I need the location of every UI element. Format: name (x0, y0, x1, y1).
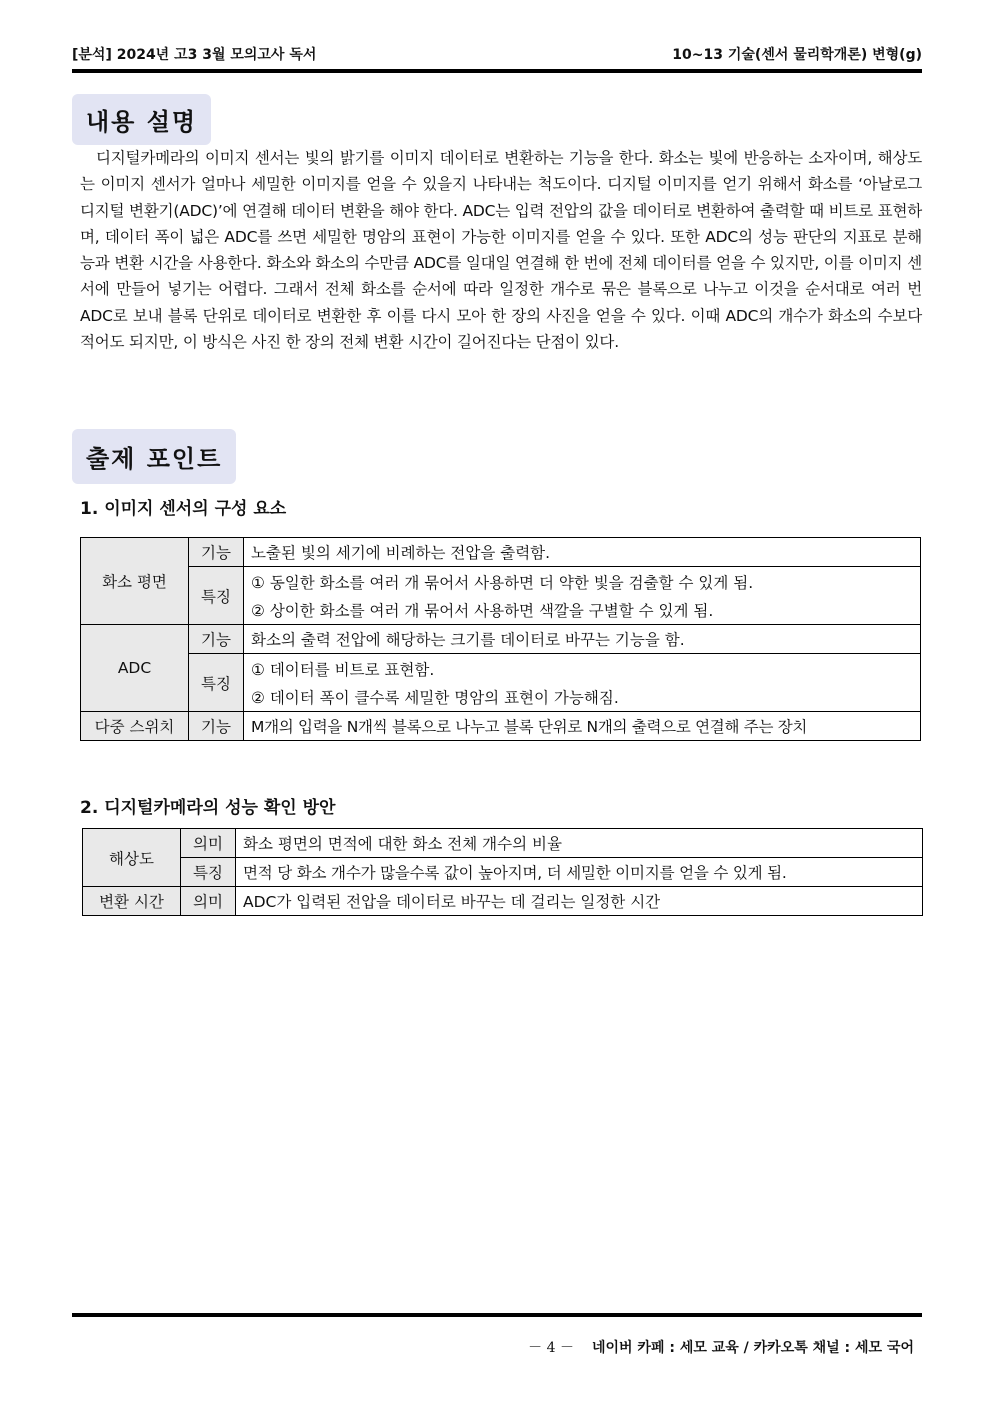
adc-feat-1: ① 데이터를 비트로 표현함. (244, 654, 921, 684)
resolution-feat: 면적 당 화소 개수가 많을수록 값이 높아지며, 더 세밀한 이미지를 얻을 수 있게 됨. (236, 858, 923, 887)
adc-feat-label: 특징 (189, 654, 244, 712)
pixel-plane-feat-1: ① 동일한 화소를 여러 개 묶어서 사용하면 더 약한 빛을 검출할 수 있게 됨. (244, 567, 921, 597)
conversion-time-meaning-label: 의미 (181, 887, 236, 916)
subheading-performance: 2. 디지털카메라의 성능 확인 방안 (80, 798, 336, 818)
header-left: [분석] 2024년 고3 3월 모의고사 독서 (72, 47, 317, 63)
pixel-plane-label: 화소 평면 (81, 538, 189, 625)
conversion-time-meaning: ADC가 입력된 전압을 데이터로 바꾸는 데 걸리는 일정한 시간 (236, 887, 923, 916)
content-paragraph: 디지털카메라의 이미지 센서는 빛의 밝기를 이미지 데이터로 변환하는 기능을 한다. 화소는 빛에 반응하는 소자이며, 해상도는 이미지 센서가 얼마나 세밀한 이미지를 얻을 수 있을지 나타내는 척도이다. 디지털 이미지를 얻기 위해서 화소를 ‘아날로그 디지털 변환기(ADC)’에 연결해 데이터 변환을 해야 한다. ADC는 입력 전압의 값을 데이터로 변환하여 출력할 때 비트로 표현하며, 데이터 폭이 넓은 ADC를 쓰면 세밀한 명암의 표현이 가능한 이미지를 얻을 수 있다. 또한 ADC의 성능 판단의 지표로 분해능과 변환 시간을 사용한다. 화소와 화소의 수만큼 ADC를 일대일 연결해 한 번에 전체 데이터를 얻을 수 있지만, 이를 이미지 센서에 만들어 넣기는 어렵다. 그래서 전체 화소를 순서에 따라 일정한 개수로 묶은 블록으로 나누고 이것을 순서대로 여러 번 ADC로 보내 블록 단위로 데이터로 변환한 후 이를 다시 모아 한 장의 사진을 얻을 수 있다. 이때 ADC의 개수가 화소의 수보다 적어도 되지만, 이 방식은 사진 한 장의 전체 변환 시간이 길어진다는 단점이 있다. (80, 149, 922, 352)
performance-table (82, 828, 923, 916)
adc-func: 화소의 출력 전압에 해당하는 크기를 데이터로 바꾸는 기능을 함. (244, 625, 921, 654)
pixel-plane-feat-2: ② 상이한 화소를 여러 개 묶어서 사용하면 색깔을 구별할 수 있게 됨. (244, 596, 921, 625)
section-title-content: 내용 설명 (72, 94, 211, 145)
mux-label: 다중 스위치 (81, 712, 189, 741)
resolution-label: 해상도 (83, 829, 181, 887)
pixel-plane-func: 노출된 빛의 세기에 비례하는 전압을 출력함. (244, 538, 921, 567)
mux-func: M개의 입력을 N개씩 블록으로 나누고 블록 단위로 N개의 출력으로 연결해 주는 장치 (244, 712, 921, 741)
adc-func-label: 기능 (189, 625, 244, 654)
page-footer (528, 1337, 914, 1357)
adc-label: ADC (81, 625, 189, 712)
footer-text: 네이버 카페 : 세모 교육 / 카카오톡 채널 : 세모 국어 (591, 1340, 914, 1356)
page-header (72, 44, 922, 64)
adc-feat-2: ② 데이터 폭이 클수록 세밀한 명암의 표현이 가능해짐. (244, 683, 921, 712)
resolution-feat-label: 특징 (181, 858, 236, 887)
components-table (80, 537, 921, 741)
header-rule (72, 69, 922, 73)
resolution-meaning: 화소 평면의 면적에 대한 화소 전체 개수의 비율 (236, 829, 923, 858)
header-right: 10~13 기술(센서 물리학개론) 변형(g) (672, 47, 922, 63)
resolution-meaning-label: 의미 (181, 829, 236, 858)
subheading-components: 1. 이미지 센서의 구성 요소 (80, 499, 287, 519)
page-number: － 4 － (528, 1340, 574, 1356)
mux-func-label: 기능 (189, 712, 244, 741)
pixel-plane-func-label: 기능 (189, 538, 244, 567)
footer-rule (72, 1313, 922, 1317)
section-title-points: 출제 포인트 (72, 429, 236, 484)
conversion-time-label: 변환 시간 (83, 887, 181, 916)
pixel-plane-feat-label: 특징 (189, 567, 244, 625)
